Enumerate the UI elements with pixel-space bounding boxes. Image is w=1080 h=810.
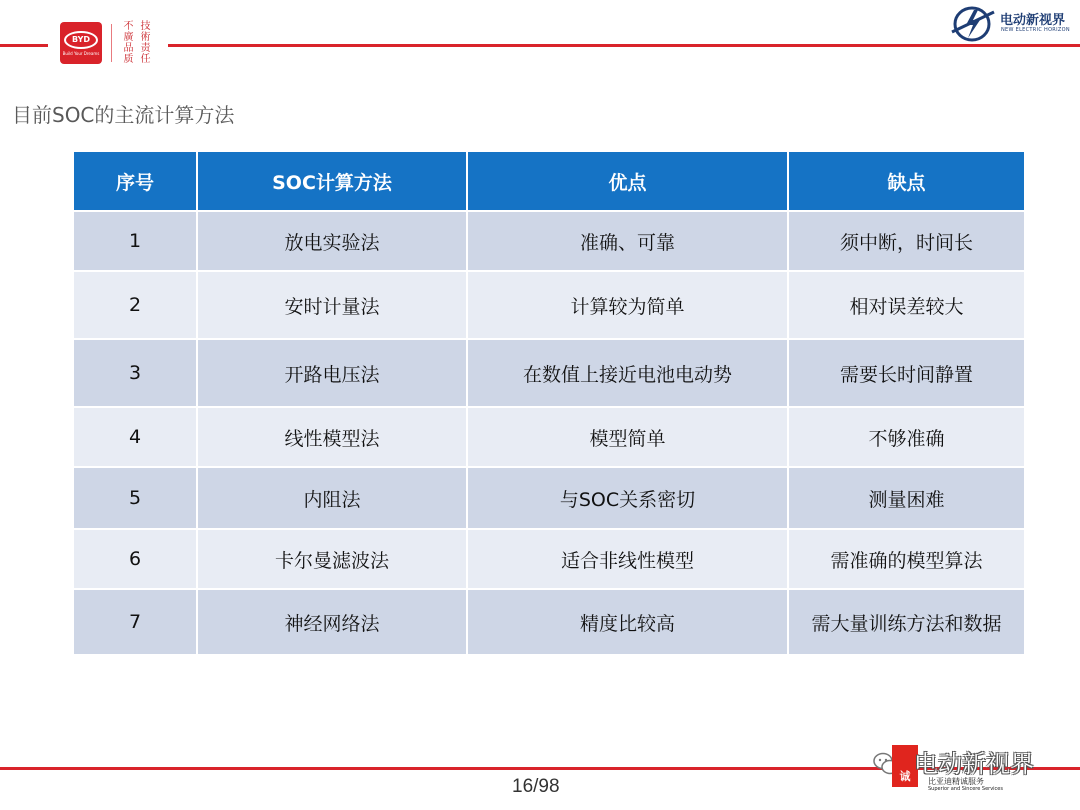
cell-method: 放电实验法 <box>197 211 467 271</box>
cell-advantage: 适合非线性模型 <box>467 529 788 589</box>
header-disadvantage: 缺点 <box>788 151 1025 211</box>
cell-advantage: 精度比较高 <box>467 589 788 655</box>
table-row <box>73 271 1025 339</box>
byd-logo <box>60 22 102 64</box>
cell-disadvantage: 须中断，时间长 <box>788 211 1025 271</box>
calligraphy-seal <box>120 22 154 66</box>
cell-disadvantage: 需大量训练方法和数据 <box>788 589 1025 655</box>
cell-disadvantage: 测量困难 <box>788 467 1025 529</box>
cell-advantage: 准确、可靠 <box>467 211 788 271</box>
watermark-subtitle-cn: 比亚迪精诚服务 <box>928 777 984 786</box>
seal-char: 任 <box>140 54 151 66</box>
electric-horizon-logo-icon <box>950 2 996 44</box>
table-row <box>73 467 1025 529</box>
cell-index: 6 <box>73 529 197 589</box>
cell-disadvantage: 不够准确 <box>788 407 1025 467</box>
cell-disadvantage: 需要长时间静置 <box>788 339 1025 407</box>
cell-method: 神经网络法 <box>197 589 467 655</box>
seal-char: 品 <box>123 43 134 55</box>
cell-advantage: 计算较为简单 <box>467 271 788 339</box>
cell-index: 1 <box>73 211 197 271</box>
header-method: SOC计算方法 <box>197 151 467 211</box>
cell-index: 2 <box>73 271 197 339</box>
table-row <box>73 529 1025 589</box>
seal-char: 技 <box>140 21 151 33</box>
soc-methods-table <box>72 150 1026 656</box>
cell-advantage: 在数值上接近电池电动势 <box>467 339 788 407</box>
header-advantage: 优点 <box>467 151 788 211</box>
seal-char: 廣 <box>123 32 134 44</box>
header-red-line-right <box>168 44 1080 47</box>
seal-char: 術 <box>140 32 151 44</box>
cell-index: 4 <box>73 407 197 467</box>
cell-advantage: 模型简单 <box>467 407 788 467</box>
cell-method: 线性模型法 <box>197 407 467 467</box>
watermark-seal: 诚 <box>892 745 918 787</box>
brand-subtitle: NEW ELECTRIC HORIZON <box>1001 27 1070 33</box>
cell-advantage: 与SOC关系密切 <box>467 467 788 529</box>
header-red-line-left <box>0 44 48 47</box>
page-title: 目前SOC的主流计算方法 <box>12 103 235 127</box>
logo-divider <box>111 24 112 62</box>
cell-method: 内阻法 <box>197 467 467 529</box>
cell-index: 3 <box>73 339 197 407</box>
table-header-row <box>73 151 1025 211</box>
table-row <box>73 589 1025 655</box>
cell-method: 安时计量法 <box>197 271 467 339</box>
cell-index: 7 <box>73 589 197 655</box>
cell-index: 5 <box>73 467 197 529</box>
byd-logo-text: BYD <box>64 31 98 49</box>
page-number: 16/98 <box>512 776 560 797</box>
watermark-text: 电动新视界 <box>914 750 1034 778</box>
watermark-subtitle-en: Superior and Sincere Services <box>928 786 1003 792</box>
cell-method: 开路电压法 <box>197 339 467 407</box>
table-row <box>73 339 1025 407</box>
seal-char: 质 <box>123 54 134 66</box>
seal-char: 不 <box>123 21 134 33</box>
cell-disadvantage: 需准确的模型算法 <box>788 529 1025 589</box>
cell-disadvantage: 相对误差较大 <box>788 271 1025 339</box>
header-index: 序号 <box>73 151 197 211</box>
seal-char: 责 <box>140 43 151 55</box>
byd-tagline: Build Your Dreams <box>62 50 100 56</box>
table-row <box>73 211 1025 271</box>
cell-method: 卡尔曼滤波法 <box>197 529 467 589</box>
table-row <box>73 407 1025 467</box>
brand-name: 电动新视界 <box>1000 13 1066 28</box>
